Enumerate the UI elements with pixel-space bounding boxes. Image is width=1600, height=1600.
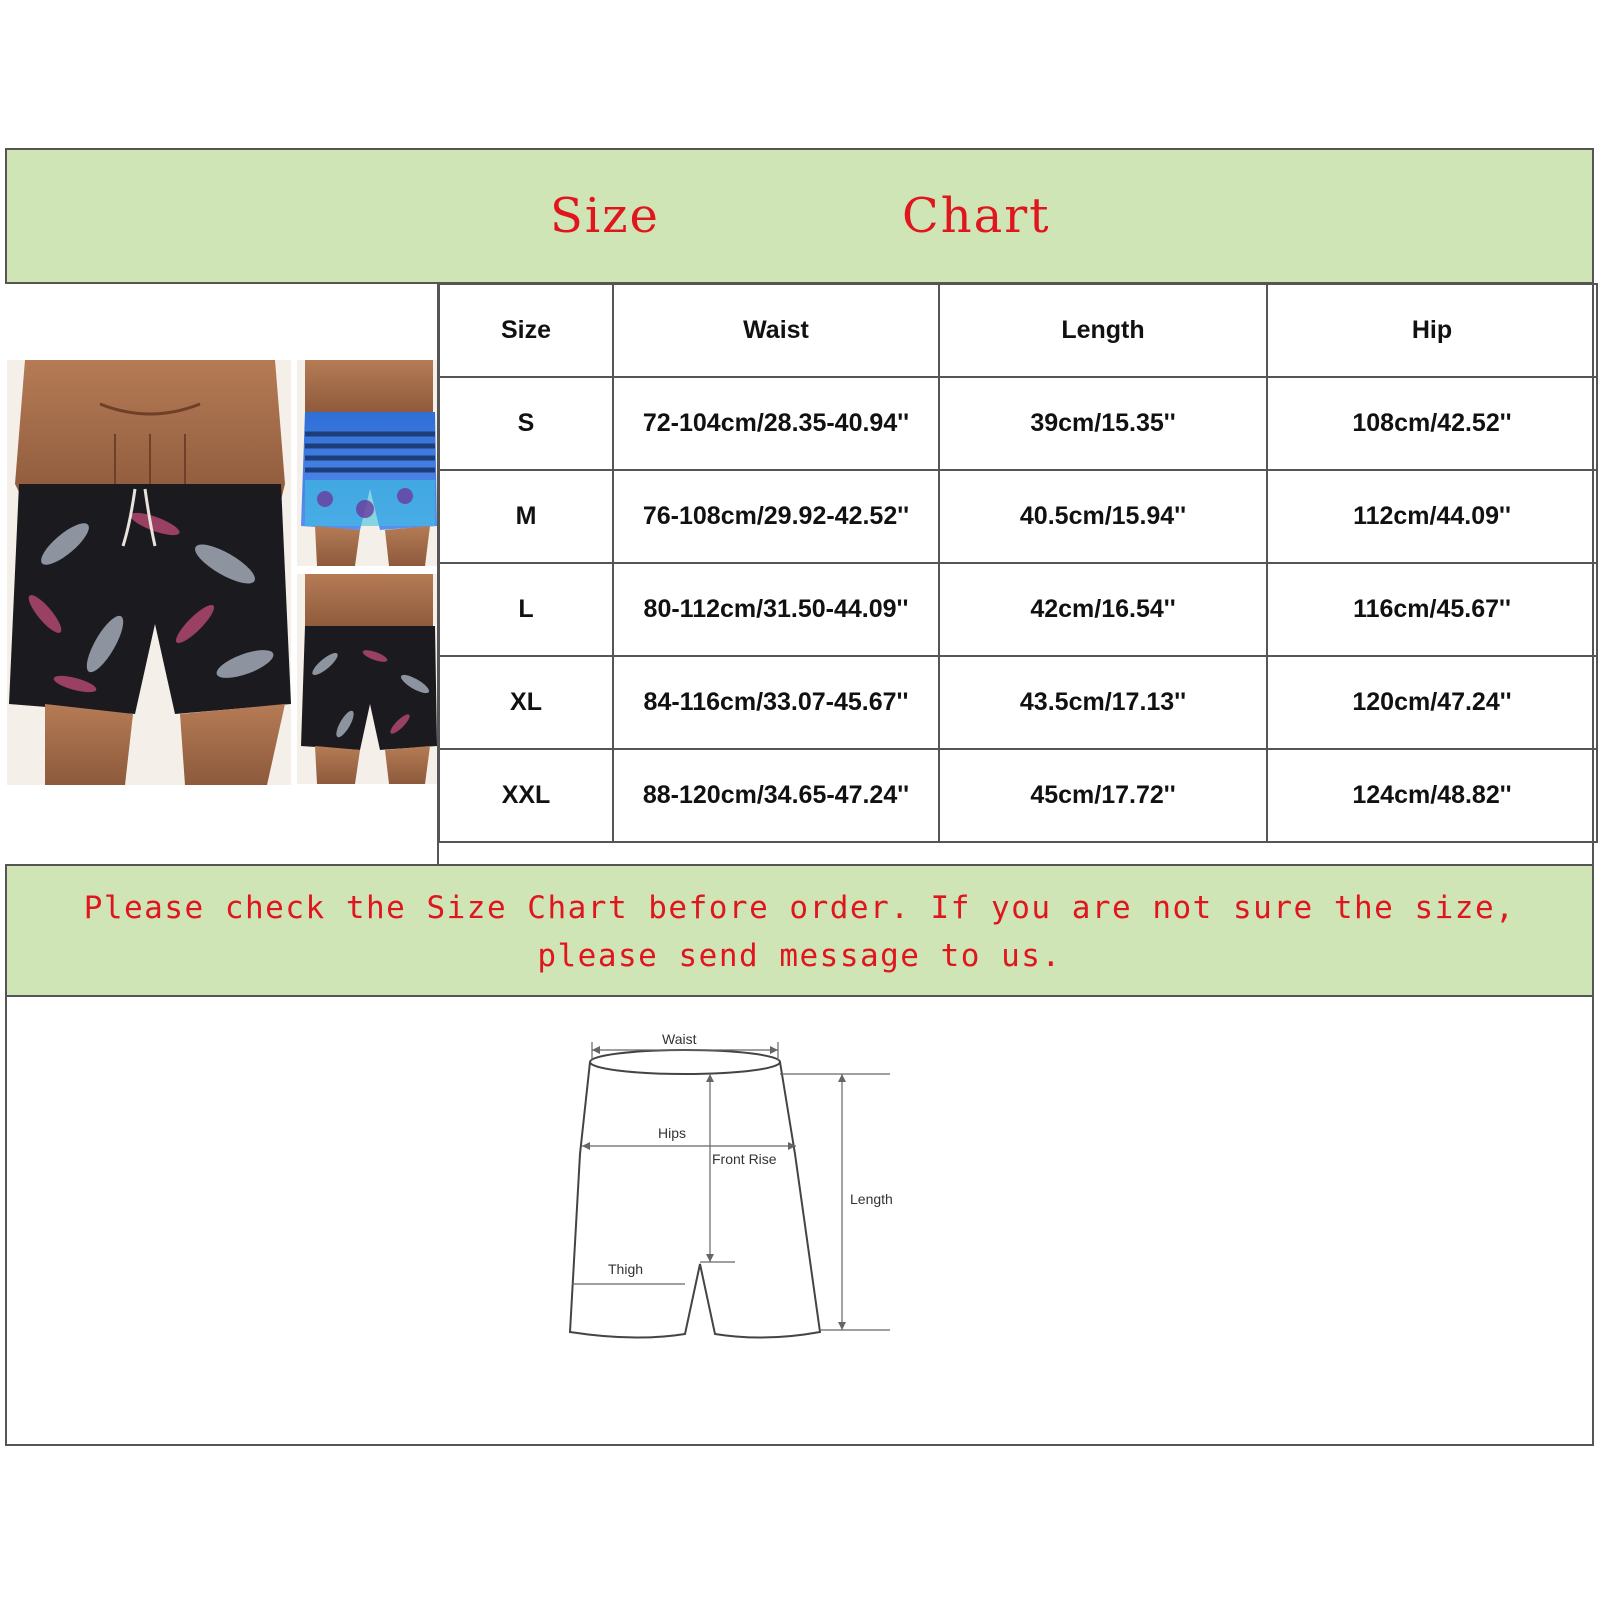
label-front-rise: Front Rise bbox=[712, 1151, 777, 1167]
table-header-row bbox=[439, 284, 1597, 377]
cell-length: 43.5cm/17.13'' bbox=[939, 656, 1267, 749]
product-photos bbox=[5, 284, 439, 864]
cell-size: XXL bbox=[439, 749, 613, 842]
cell-size: M bbox=[439, 470, 613, 563]
label-thigh: Thigh bbox=[608, 1261, 644, 1277]
cell-waist: 76-108cm/29.92-42.52'' bbox=[613, 470, 939, 563]
photo-floral-shorts-large bbox=[7, 360, 291, 785]
product-photo-collage bbox=[5, 284, 437, 862]
header-hip: Hip bbox=[1267, 284, 1597, 377]
photo-floral-shorts-small bbox=[297, 574, 437, 784]
cell-hip: 108cm/42.52'' bbox=[1267, 377, 1597, 470]
shorts-body-outline bbox=[570, 1062, 820, 1338]
table-row bbox=[439, 563, 1597, 656]
cell-waist: 88-120cm/34.65-47.24'' bbox=[613, 749, 939, 842]
cell-hip: 120cm/47.24'' bbox=[1267, 656, 1597, 749]
table-row bbox=[439, 470, 1597, 563]
cell-hip: 116cm/45.67'' bbox=[1267, 563, 1597, 656]
title-banner bbox=[5, 148, 1594, 284]
label-waist: Waist bbox=[662, 1034, 697, 1047]
cell-length: 39cm/15.35'' bbox=[939, 377, 1267, 470]
cell-length: 45cm/17.72'' bbox=[939, 749, 1267, 842]
measurement-diagram bbox=[560, 1034, 920, 1364]
label-length: Length bbox=[850, 1191, 893, 1207]
cell-waist: 80-112cm/31.50-44.09'' bbox=[613, 563, 939, 656]
cell-waist: 84-116cm/33.07-45.67'' bbox=[613, 656, 939, 749]
label-hips: Hips bbox=[658, 1125, 687, 1141]
table-row bbox=[439, 377, 1597, 470]
cell-size: S bbox=[439, 377, 613, 470]
note-line-2: please send message to us. bbox=[537, 938, 1062, 974]
cell-waist: 72-104cm/28.35-40.94'' bbox=[613, 377, 939, 470]
cell-length: 40.5cm/15.94'' bbox=[939, 470, 1267, 563]
cell-hip: 112cm/44.09'' bbox=[1267, 470, 1597, 563]
cell-hip: 124cm/48.82'' bbox=[1267, 749, 1597, 842]
header-size: Size bbox=[439, 284, 613, 377]
table-row bbox=[439, 656, 1597, 749]
note-banner bbox=[5, 864, 1594, 997]
size-table bbox=[438, 283, 1598, 843]
cell-size: L bbox=[439, 563, 613, 656]
photo-blue-shorts bbox=[297, 360, 437, 566]
cell-size: XL bbox=[439, 656, 613, 749]
note-line-1: Please check the Size Chart before order. If you are not sure the size, bbox=[83, 890, 1516, 926]
table-row bbox=[439, 749, 1597, 842]
title-word-size: Size bbox=[550, 188, 660, 244]
title-word-chart: Chart bbox=[902, 188, 1051, 244]
waistband-outline bbox=[590, 1050, 780, 1074]
shorts-outline bbox=[560, 1034, 920, 1364]
header-length: Length bbox=[939, 284, 1267, 377]
header-waist: Waist bbox=[613, 284, 939, 377]
cell-length: 42cm/16.54'' bbox=[939, 563, 1267, 656]
